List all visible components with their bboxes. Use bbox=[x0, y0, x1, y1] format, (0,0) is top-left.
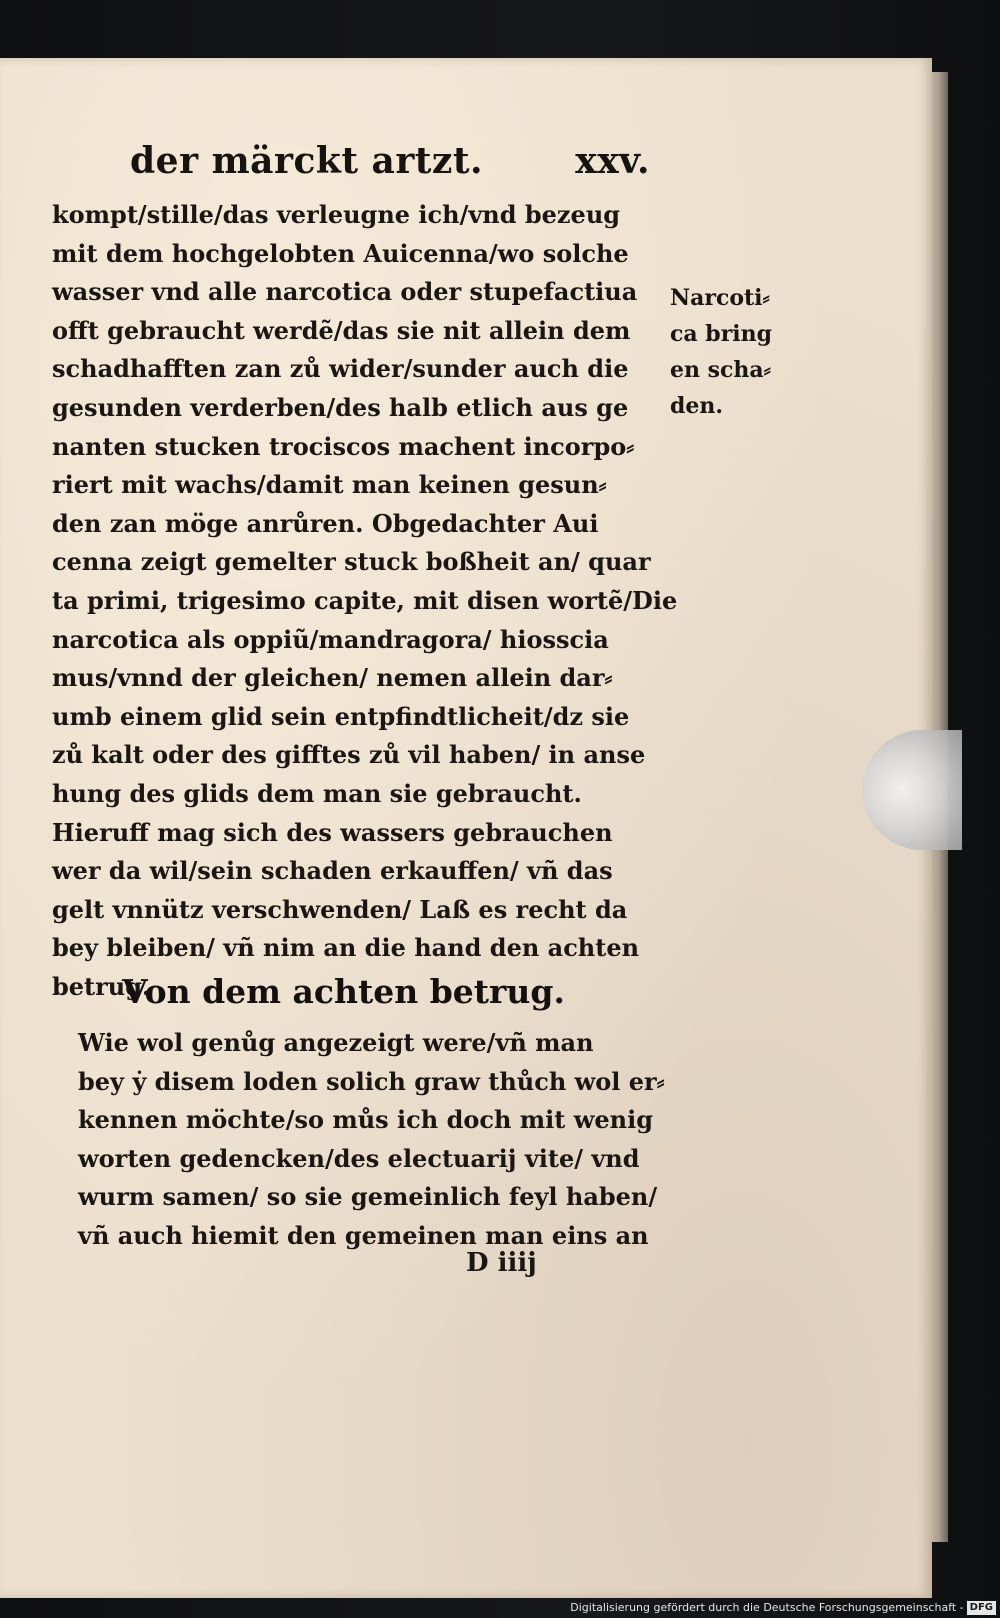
text-line: nanten stucken trociscos machent incorpo⸗ bbox=[52, 431, 635, 461]
margin-note-line: ca bring bbox=[670, 321, 773, 347]
text-line: worten gedencken/des electuarij vite/ vnd bbox=[78, 1143, 640, 1173]
text-line: den zan möge anrůren. Obgedachter Aui bbox=[52, 508, 599, 538]
text-line: gesunden verderben/des halb etlich aus ge bbox=[52, 392, 629, 422]
text-line: offt gebraucht werdẽ/das sie nit allein dem bbox=[52, 315, 631, 345]
folio-number: xxv. bbox=[575, 140, 650, 182]
margin-note-line: den. bbox=[670, 393, 724, 419]
text-line: hung des glids dem man sie gebraucht. bbox=[52, 778, 582, 808]
text-line: gelt vnnütz verschwenden/ Laß es recht da bbox=[52, 894, 628, 924]
margin-note-line: en scha⸗ bbox=[670, 357, 772, 383]
text-line: mus/vnnd der gleichen/ nemen allein dar⸗ bbox=[52, 663, 613, 693]
section-heading: Von dem achten betrug. bbox=[122, 972, 565, 1011]
text-line: betrug. bbox=[52, 971, 151, 1001]
text-line: bey ẏ disem loden solich graw thůch wol er⸗ bbox=[78, 1066, 665, 1096]
text-line: wer da wil/sein schaden erkauffen/ vñ das bbox=[52, 856, 613, 886]
running-head-title: der märckt artzt. bbox=[130, 140, 484, 182]
text-line: Wie wol genůg angezeigt were/vñ man bbox=[78, 1028, 594, 1057]
text-line: wasser vnd alle narcotica oder stupefactiua bbox=[52, 277, 638, 307]
margin-note bbox=[670, 280, 790, 424]
text-line: vñ auch hiemit den gemeinen man eins an bbox=[78, 1220, 649, 1250]
text-line: bey bleiben/ vñ nim an die hand den achten bbox=[52, 933, 640, 963]
text-line: umb einem glid sein entpfindtlicheit/dz sie bbox=[52, 701, 630, 731]
text-line: wurm samen/ so sie gemeinlich feyl haben/ bbox=[78, 1182, 658, 1212]
text-line: Hieruff mag sich des wassers gebrauchen bbox=[52, 817, 613, 847]
text-line: riert mit wachs/damit man keinen gesun⸗ bbox=[52, 470, 607, 500]
footer-credit bbox=[570, 1600, 996, 1616]
text-line: ta primi, trigesimo capite, mit disen wortẽ/Die bbox=[52, 585, 678, 615]
dfg-logo: DFG bbox=[967, 1601, 996, 1615]
body-text bbox=[52, 196, 678, 1006]
margin-note-line: Narcoti⸗ bbox=[670, 285, 770, 311]
text-line: narcotica als oppiũ/mandragora/ hiosscia bbox=[52, 624, 609, 654]
text-line: schadhafften zan zů wider/sunder auch die bbox=[52, 354, 629, 384]
text-line: mit dem hochgelobten Auicenna/wo solche bbox=[52, 238, 629, 268]
text-line: zů kalt oder des gifftes zů vil haben/ in anse bbox=[52, 740, 646, 770]
body-text-second bbox=[78, 1024, 678, 1256]
text-line: cenna zeigt gemelter stuck boßheit an/ quar bbox=[52, 547, 651, 577]
text-line: kennen möchte/so můs ich doch mit wenig bbox=[78, 1105, 654, 1135]
signature-mark: D iiij bbox=[466, 1248, 537, 1278]
text-line: kompt/stille/das verleugne ich/vnd bezeug bbox=[52, 200, 621, 229]
running-head bbox=[130, 140, 650, 190]
footer-credit-text: Digitalisierung gefördert durch die Deutsche Forschungsgemeinschaft - bbox=[570, 1601, 964, 1614]
